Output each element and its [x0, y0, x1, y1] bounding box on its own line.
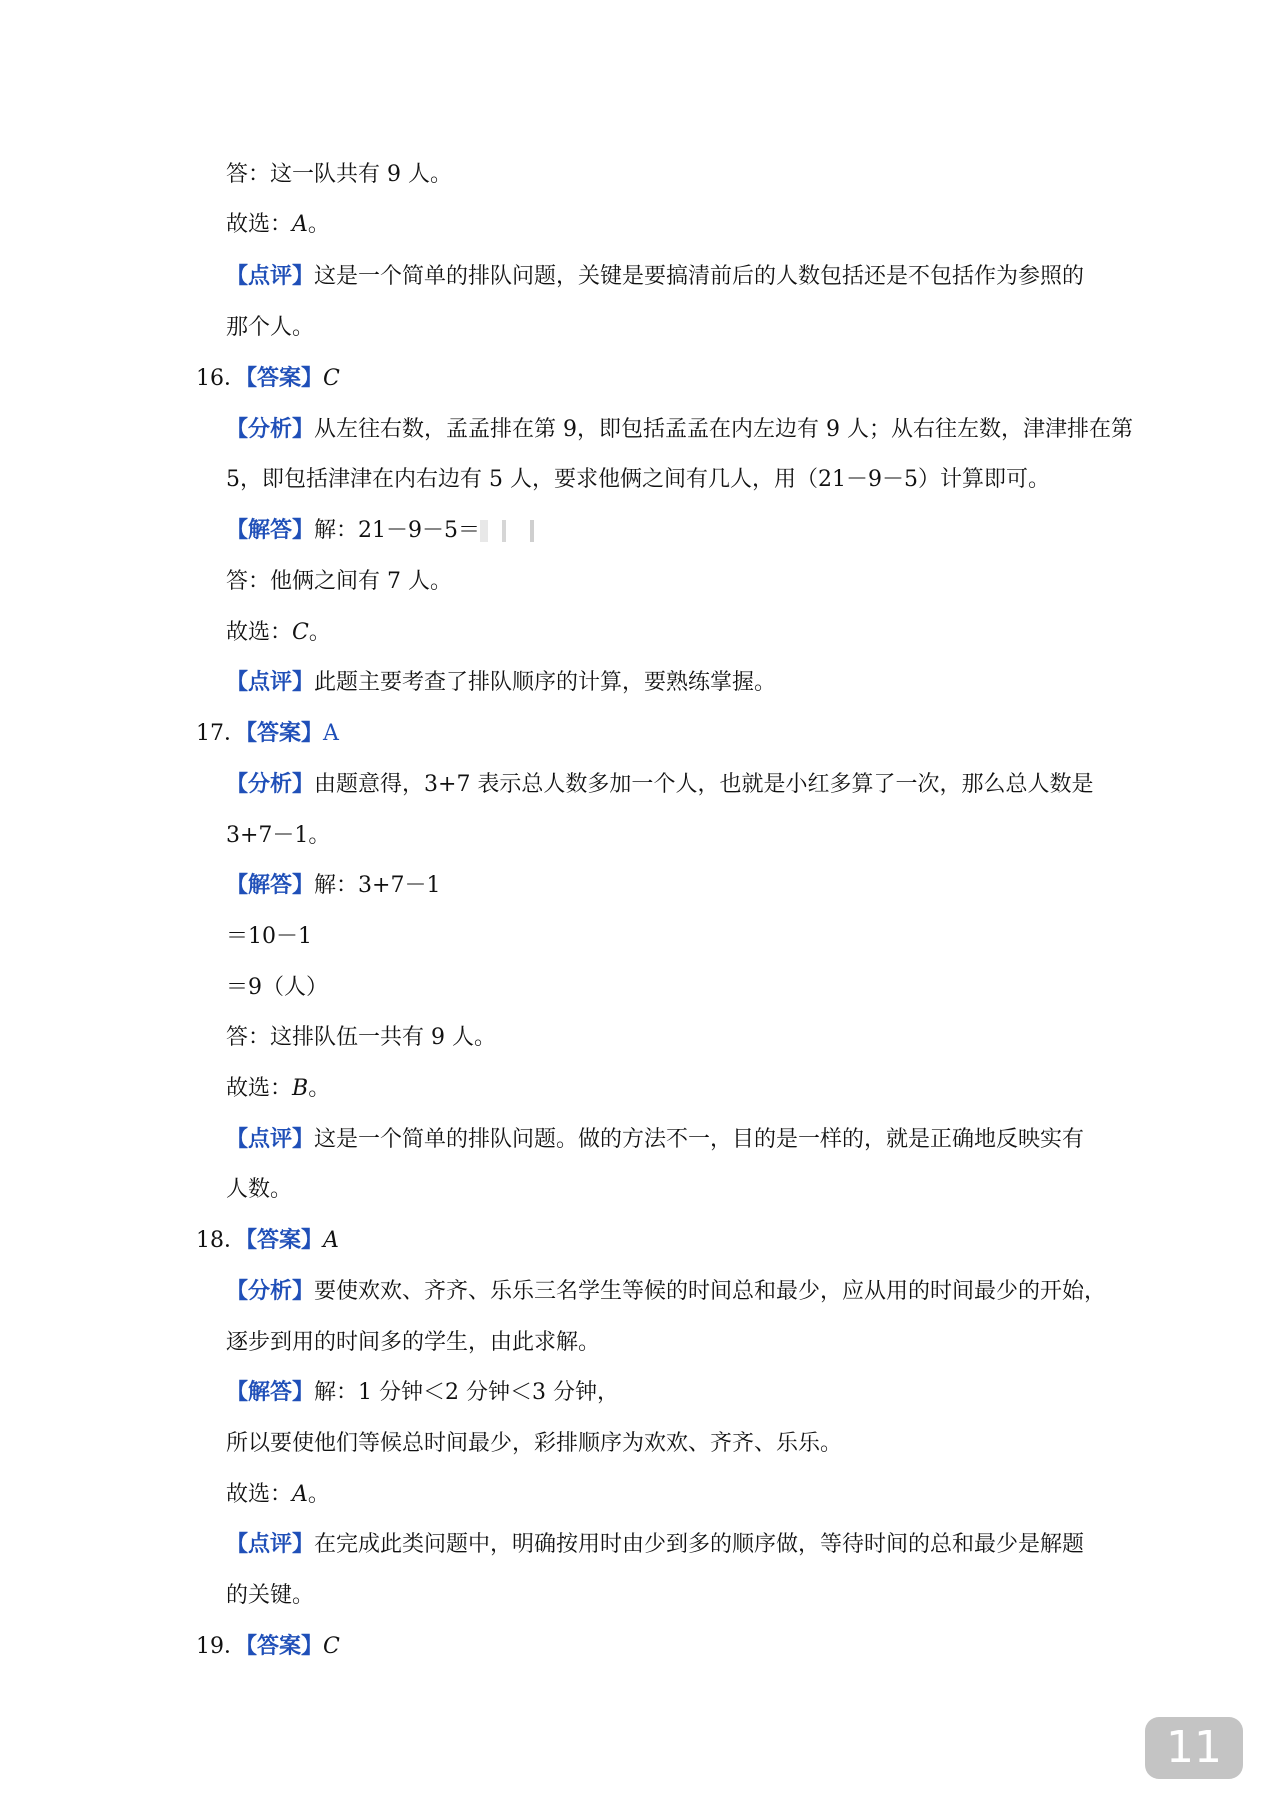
comment-line-cont: 人数。 [226, 1177, 293, 1202]
analysis-line-cont: 5，即包括津津在内右边有 5 人，要求他俩之间有几人，用（21－9－5）计算即可。 [226, 467, 1050, 492]
comment-line: 【点评】这是一个简单的排队问题，关键是要搞清前后的人数包括还是不包括作为参照的 [226, 264, 1085, 289]
analysis-line: 【分析】要使欢欢、齐齐、乐乐三名学生等候的时间总和最少，应从用的时间最少的开始， [226, 1279, 1107, 1304]
analysis-line: 【分析】从左往右数，孟孟排在第 9，即包括孟孟在内左边有 9 人；从右往左数，津津排在第 [226, 417, 1133, 442]
question-18-header: 18．【答案】A [196, 1228, 339, 1253]
analysis-line-cont: 逐步到用的时间多的学生，由此求解。 [226, 1330, 601, 1355]
choice-line: 故选：C。 [226, 620, 331, 645]
answer-line: 答：这一队共有 9 人。 [226, 162, 452, 187]
calc-line: ＝10－1 [226, 924, 312, 949]
choice-line: 故选：A。 [226, 1482, 330, 1507]
choice-line: 故选：A。 [226, 212, 330, 237]
solution-line: 【解答】解：3+7－1 [226, 873, 441, 898]
comment-line-cont: 那个人。 [226, 315, 315, 340]
comment-line: 【点评】这是一个简单的排队问题。做的方法不一，目的是一样的，就是正确地反映实有 [226, 1127, 1085, 1152]
question-16-header: 16．【答案】C [196, 366, 340, 391]
comment-line-cont: 的关键。 [226, 1583, 315, 1608]
comment-line: 【点评】此题主要考查了排队顺序的计算，要熟练掌握。 [226, 670, 777, 695]
choice-line: 故选：B。 [226, 1076, 331, 1101]
cropped-fragment [480, 520, 550, 542]
question-17-header: 17．【答案】A [196, 721, 339, 746]
solution-line: 【解答】解：21－9－5＝ [226, 516, 550, 546]
answer-line: 答：他俩之间有 7 人。 [226, 569, 452, 594]
analysis-line-cont: 3+7－1。 [226, 823, 331, 848]
answer-line: 答：这排队伍一共有 9 人。 [226, 1025, 496, 1050]
question-19-header: 19．【答案】C [196, 1634, 340, 1659]
page-number-badge: 11 [1145, 1717, 1243, 1779]
calc-line: ＝9（人） [226, 975, 328, 1000]
solution-line-cont: 所以要使他们等候总时间最少，彩排顺序为欢欢、齐齐、乐乐。 [226, 1431, 843, 1456]
solution-line: 【解答】解：1 分钟＜2 分钟＜3 分钟， [226, 1380, 619, 1405]
analysis-line: 【分析】由题意得，3+7 表示总人数多加一个人，也就是小红多算了一次，那么总人数是 [226, 772, 1094, 797]
comment-line: 【点评】在完成此类问题中，明确按用时由少到多的顺序做，等待时间的总和最少是解题 [226, 1532, 1085, 1557]
